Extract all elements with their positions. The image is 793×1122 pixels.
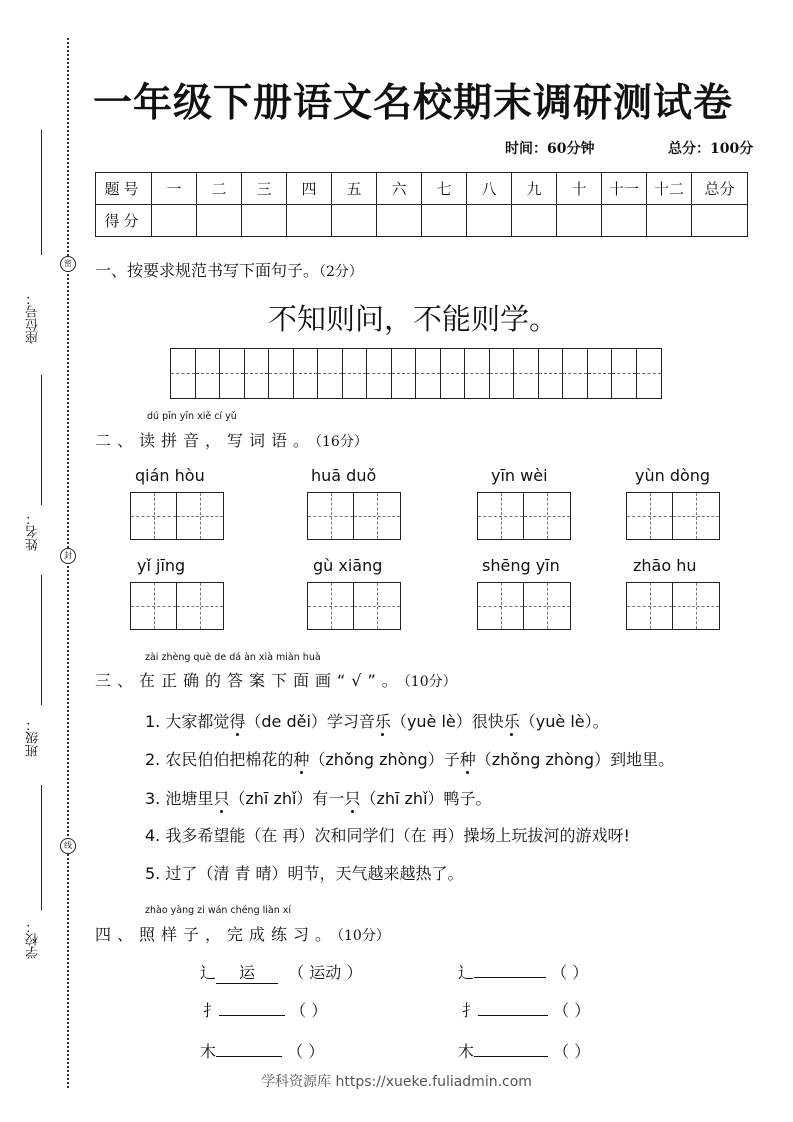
q2-title: 二、读拼音，写词语。	[95, 431, 316, 450]
score-cell[interactable]	[377, 205, 422, 237]
word-paren: （ ）	[553, 1042, 591, 1061]
word-paren: （ 运动 ）	[288, 963, 363, 982]
score-cell[interactable]	[557, 205, 602, 237]
answer-blank[interactable]	[474, 1056, 548, 1057]
score-cell[interactable]	[242, 205, 287, 237]
score-header-cell: 十一	[602, 173, 647, 205]
q4-row-2-left	[203, 998, 327, 1021]
name-label: 姓名：	[26, 512, 41, 551]
q2-answer-grid-2[interactable]	[307, 492, 401, 540]
q1-title: 一、按要求规范书写下面句子。	[95, 261, 320, 280]
q2-answer-grid-3[interactable]	[477, 492, 571, 540]
word-paren: （ ）	[551, 963, 589, 982]
dotted-char: 乐	[503, 712, 520, 731]
q2-pinyin-8: zhāo hu	[633, 556, 697, 575]
q3-pinyin-hint: zài zhèng què de dá àn xià miàn huà	[145, 652, 321, 663]
score-header-cell: 六	[377, 173, 422, 205]
score-cell[interactable]	[287, 205, 332, 237]
footer-watermark: 学科资源库 https://xueke.fuliadmin.com	[261, 1074, 532, 1090]
q4-pinyin-hint: zhào yàng zi wán chéng liàn xí	[145, 905, 292, 916]
q3-sentence-2: 2. 农民伯伯把棉花的种（zhǒng zhòng）子种（zhǒng zhòng）到地里。	[145, 750, 675, 769]
seal-feng: 封	[60, 548, 76, 564]
q4-row-1-left	[200, 960, 362, 984]
class-line	[41, 785, 42, 910]
seal-xian: 线	[60, 838, 76, 854]
q1-sentence: 不知则问，不能则学。	[268, 302, 559, 336]
answer-blank[interactable]	[219, 1015, 285, 1016]
radical: 辶	[200, 963, 217, 982]
dotted-char: 种	[293, 750, 310, 769]
q3-sentence-3: 3. 池塘里只（zhī zhǐ）有一只（zhī zhǐ）鸭子。	[145, 789, 492, 808]
word-paren: （ ）	[553, 1001, 591, 1020]
dotted-char: 得	[229, 712, 246, 731]
score-cell[interactable]	[467, 205, 512, 237]
score-header-cell: 总分	[692, 173, 748, 205]
school-label: 学校：	[26, 920, 41, 959]
q1-heading	[95, 258, 363, 281]
class-label: 班级：	[26, 718, 41, 757]
q2-answer-grid-5[interactable]	[130, 582, 224, 630]
dotted-char: 只	[213, 789, 230, 808]
score-cell[interactable]	[647, 205, 692, 237]
q2-pinyin-7: shēng yīn	[482, 556, 560, 575]
radical: 扌	[462, 1001, 479, 1020]
score-header-cell: 二	[197, 173, 242, 205]
q2-answer-grid-4[interactable]	[626, 492, 720, 540]
score-header-cell: 题号	[96, 173, 152, 205]
q4-score: （10分）	[337, 928, 390, 944]
q1-writing-grid[interactable]	[170, 348, 662, 399]
q4-row-3-left	[200, 1039, 324, 1062]
dotted-char: 只	[344, 789, 361, 808]
name-line	[41, 575, 42, 705]
q1-score: （2分）	[319, 264, 363, 280]
q2-pinyin-6: gù xiāng	[313, 556, 383, 575]
answer-blank[interactable]	[216, 1056, 282, 1057]
answer-blank[interactable]	[478, 1015, 548, 1016]
score-table-header-row	[96, 173, 748, 205]
score-header-cell: 九	[512, 173, 557, 205]
q2-answer-grid-8[interactable]	[626, 582, 720, 630]
q2-answer-grid-6[interactable]	[307, 582, 401, 630]
radical: 扌	[203, 1001, 220, 1020]
answer-blank[interactable]	[474, 977, 546, 978]
q2-answer-grid-1[interactable]	[130, 492, 224, 540]
q3-title: 三、在正确的答案下面画“√”。	[95, 671, 404, 690]
seat-label: 座位号：	[26, 292, 41, 344]
radical: 木	[458, 1042, 475, 1061]
q4-title: 四、照样子，完成练习。	[95, 925, 338, 944]
word-paren: （ ）	[287, 1042, 325, 1061]
page-title: 一年级下册语文名校期末调研测试卷	[93, 81, 734, 126]
score-cell[interactable]	[152, 205, 197, 237]
q3-sentence-5: 5. 过了（清 青 晴）明节，天气越来越热了。	[145, 864, 464, 883]
q3-score: （10分）	[403, 674, 457, 690]
q3-sentence-4: 4. 我多希望能（在 再）次和同学们（在 再）操场上玩拔河的游戏呀!	[145, 826, 630, 845]
q2-pinyin-1: qián hòu	[135, 466, 205, 485]
exam-time: 时间：60分钟	[505, 141, 595, 157]
q4-row-2-right	[462, 998, 590, 1021]
seat-line	[41, 130, 42, 255]
score-cell[interactable]	[332, 205, 377, 237]
score-cell[interactable]	[512, 205, 557, 237]
score-cell[interactable]	[422, 205, 467, 237]
q2-pinyin-4: yùn dòng	[635, 466, 711, 485]
score-header-cell: 一	[152, 173, 197, 205]
score-cell[interactable]	[602, 205, 647, 237]
dotted-char: 种	[459, 750, 476, 769]
score-row-label: 得分	[96, 205, 152, 237]
q2-pinyin-hint: dú pīn yīn xiě cí yǔ	[147, 411, 237, 422]
score-header-cell: 十二	[647, 173, 692, 205]
q2-answer-grid-7[interactable]	[477, 582, 571, 630]
q4-heading	[95, 922, 390, 945]
radical: 辶	[458, 963, 475, 982]
score-header-cell: 四	[287, 173, 332, 205]
seal-mi: 密	[60, 256, 76, 272]
q2-pinyin-2: huā duǒ	[311, 466, 377, 485]
score-table-score-row	[96, 205, 748, 237]
q4-row-1-right	[458, 960, 588, 983]
score-header-cell: 十	[557, 173, 602, 205]
exam-total: 总分：100分	[668, 141, 754, 157]
q2-heading	[95, 428, 368, 451]
q2-pinyin-3: yīn wèi	[491, 466, 548, 485]
answer-blank[interactable]: 运	[216, 960, 278, 984]
q2-score: （16分）	[315, 434, 368, 450]
score-header-cell: 五	[332, 173, 377, 205]
seat-line-lower	[41, 375, 42, 505]
q3-heading	[95, 668, 457, 691]
dotted-char: 乐	[374, 712, 391, 731]
q4-row-3-right	[458, 1039, 590, 1062]
q3-sentence-1: 1. 大家都觉得（de děi）学习音乐（yuè lè）很快乐（yuè lè）。	[145, 712, 609, 731]
score-cell[interactable]	[692, 205, 748, 237]
score-table	[95, 172, 748, 237]
radical: 木	[200, 1042, 217, 1061]
q2-pinyin-5: yǐ jīng	[137, 556, 186, 575]
score-header-cell: 三	[242, 173, 287, 205]
score-cell[interactable]	[197, 205, 242, 237]
score-header-cell: 七	[422, 173, 467, 205]
word-paren: （ ）	[290, 1001, 328, 1020]
score-header-cell: 八	[467, 173, 512, 205]
